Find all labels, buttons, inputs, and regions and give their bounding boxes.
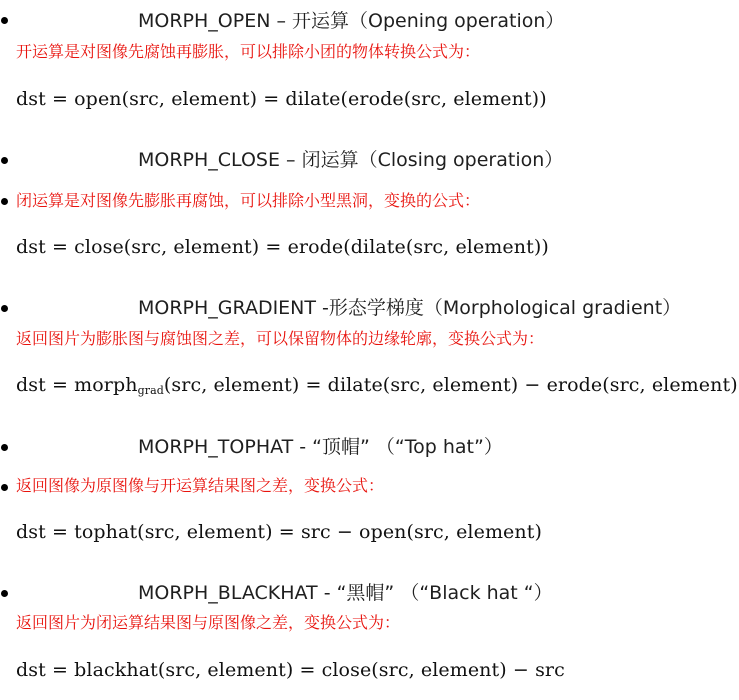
section-description: 返回图片为膨胀图与腐蚀图之差，可以保留物体的边缘轮廓，变换公式为：	[16, 329, 545, 348]
section-heading: MORPH_GRADIENT -形态学梯度（Morphological gradient）	[138, 297, 682, 319]
section-formula: dst = open(src, element) = dilate(erode(src, element))	[16, 88, 547, 110]
section-formula: dst = close(src, element) = erode(dilate(src, element))	[16, 236, 549, 258]
section-formula: dst = blackhat(src, element) = close(src, element) − src	[16, 659, 565, 681]
section-heading: MORPH_TOPHAT - “顶帽” （“Top hat”）	[138, 436, 503, 458]
formula-lhs: dst = morph	[16, 374, 138, 396]
section-formula: dst = tophat(src, element) = src − open(src, element)	[16, 521, 542, 543]
bullet-icon	[1, 17, 8, 24]
bullet-icon	[1, 305, 8, 312]
section-heading: MORPH_CLOSE – 闭运算（Closing operation）	[138, 149, 564, 171]
bullet-icon	[1, 484, 8, 491]
section-formula	[16, 372, 738, 404]
section-description: 返回图像为原图像与开运算结果图之差，变换公式：	[16, 476, 385, 495]
section-heading: MORPH_OPEN – 开运算（Opening operation）	[138, 10, 565, 32]
section-heading: MORPH_BLACKHAT - “黑帽” （“Black hat “）	[138, 582, 553, 604]
section-description: 返回图片为闭运算结果图与原图像之差，变换公式为：	[16, 613, 401, 632]
bullet-icon	[1, 444, 8, 451]
bullet-icon	[1, 157, 8, 164]
section-description: 开运算是对图像先腐蚀再膨胀，可以排除小团的物体转换公式为：	[16, 42, 481, 61]
section-description: 闭运算是对图像先膨胀再腐蚀，可以排除小型黑洞，变换的公式：	[16, 191, 481, 210]
bullet-icon	[1, 590, 8, 597]
formula-subscript: grad	[137, 384, 164, 397]
bullet-icon	[1, 198, 8, 205]
formula-rhs: (src, element) = dilate(src, element) − erode(src, element)	[163, 374, 738, 396]
